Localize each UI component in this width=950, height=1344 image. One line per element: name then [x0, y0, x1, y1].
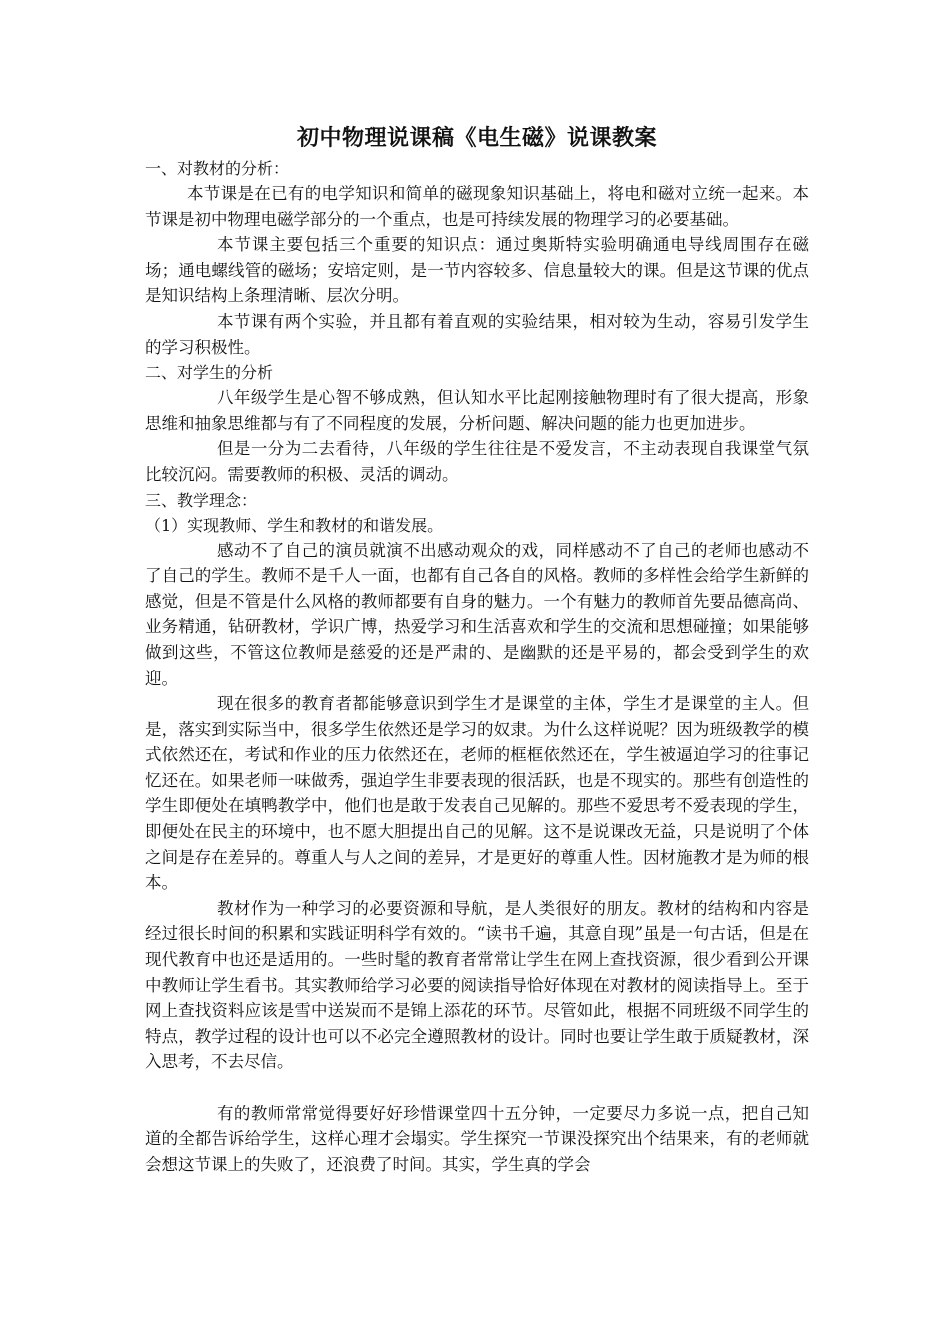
document-body — [145, 120, 809, 1177]
document-title: 初中物理说课稿《电生磁》说课教案 — [296, 125, 657, 151]
paragraph: 本节课是在已有的电学知识和简单的磁现象知识基础上，将电和磁对立统一起来。本节课是初中物理电磁学部分的一个重点，也是可持续发展的物理学习的必要基础。 — [145, 184, 809, 229]
section-heading-textbook-analysis: 一、对教材的分析： — [145, 159, 290, 178]
paragraph: 现在很多的教育者都能够意识到学生才是课堂的主体，学生才是课堂的主人。但是，落实到实际当中，很多学生依然还是学习的奴隶。为什么这样说呢？因为班级教学的模式依然还在，考试和作业的压力依然还在，老师的框框依然还在，学生被逼迫学习的往事记忆还在。如果老师一味做秀，强迫学生非要表现的很活跃，也是不现实的。那些有创造性的学生即便处在填鸭教学中，他们也是敢于发表自己见解的。那些不爱思考不爱表现的学生，即便处在民主的环境中，也不愿大胆提出自己的见解。这不是说课改无益，只是说明了个体之间是存在差异的。尊重人与人之间的差异，才是更好的尊重人性。因材施教才是为师的根本。 — [145, 694, 809, 893]
blank-line — [145, 1075, 809, 1101]
paragraph: 但是一分为二去看待，八年级的学生往往是不爱发言，不主动表现自我课堂气氛比较沉闷。需要教师的积极、灵活的调动。 — [145, 439, 809, 484]
paragraph: 感动不了自己的演员就演不出感动观众的戏，同样感动不了自己的老师也感动不了自己的学生。教师不是千人一面，也都有自己各自的风格。教师的多样性会给学生新鲜的感觉，但是不管是什么风格的教师都要有自身的魅力。一个有魅力的教师首先要品德高尚、业务精通，钻研教材，学识广博，热爱学习和生活喜欢和学生的交流和思想碰撞；如果能够做到这些，不管这位教师是慈爱的还是严肃的、是幽默的还是平易的，都会受到学生的欢迎。 — [145, 540, 809, 688]
section-heading-teaching-philosophy: 三、教学理念： — [145, 490, 258, 510]
paragraph: 本节课主要包括三个重要的知识点：通过奥斯特实验明确通电导线周围存在磁场；通电螺线管的磁场；安培定则，是一节内容较多、信息量较大的课。但是这节课的优点是知识结构上条理清晰、层次分明。 — [145, 235, 809, 306]
paragraph: 八年级学生是心智不够成熟，但认知水平比起刚接触物理时有了很大提高，形象思维和抽象思维都与有了不同程度的发展，分析问题、解决问题的能力也更加进步。 — [145, 388, 809, 433]
section-heading-student-analysis: 二、对学生的分析 — [145, 363, 274, 383]
paragraph: 有的教师常常觉得要好好珍惜课堂四十五分钟，一定要尽力多说一点，把自己知道的全都告诉给学生，这样心理才会塌实。学生探究一节课没探究出个结果来，有的老师就会想这节课上的失败了，还浪费了时间。其实，学生真的学会 — [145, 1103, 809, 1174]
paragraph: 本节课有两个实验，并且都有着直观的实验结果，相对较为生动，容易引发学生的学习积极性。 — [145, 311, 809, 357]
subsection-heading: （1）实现教师、学生和教材的和谐发展。 — [145, 515, 444, 535]
paragraph: 教材作为一种学习的必要资源和导航，是人类很好的朋友。教材的结构和内容是经过很长时间的积累和实践证明科学有效的。“读书千遍，其意自现”虽是一句古话，但是在现代教育中也还是适用的。一些时髦的教育者常常让学生在网上查找资源，很少看到公开课中教师让学生看书。其实教师给学习必要的阅读指导恰好体现在对教材的阅读指导上。至于网上查找资料应该是雪中送炭而不是锦上添花的环节。尽管如此，根据不同班级不同学生的特点，教学过程的设计也可以不必完全遵照教材的设计。同时也要让学生敢于质疑教材，深入思考，不去尽信。 — [145, 898, 809, 1072]
